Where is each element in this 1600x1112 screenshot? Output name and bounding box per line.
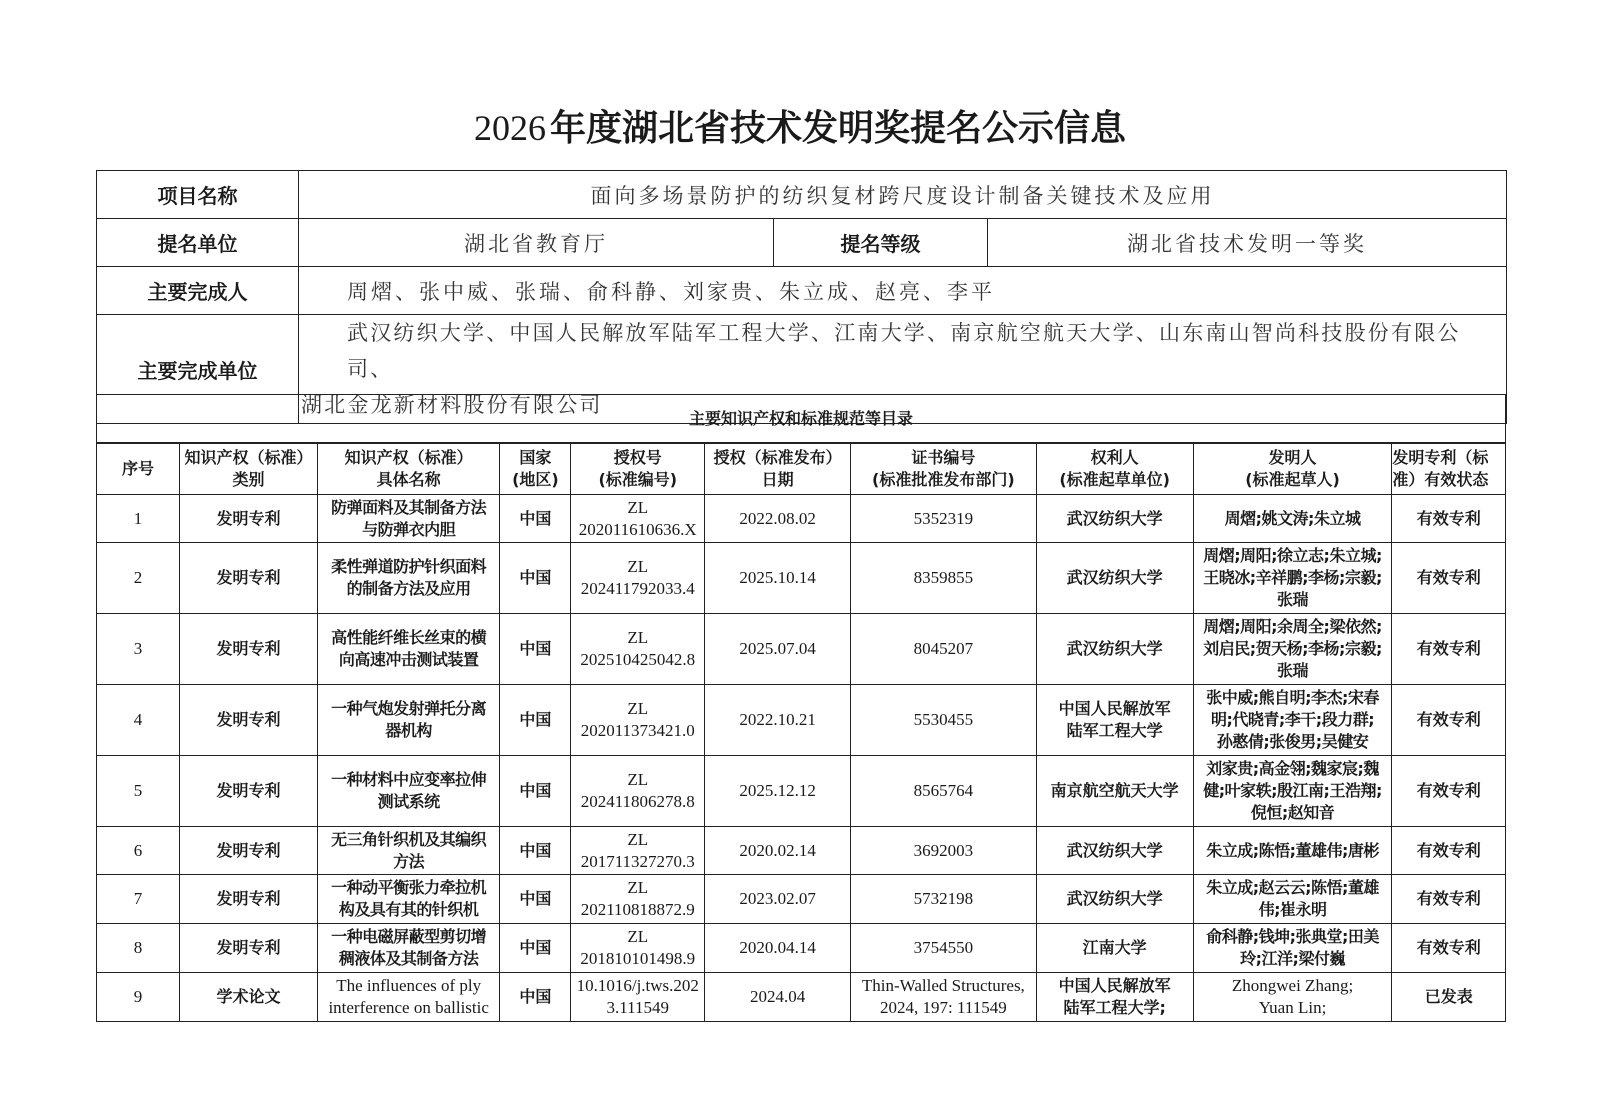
cell-owner-line: 中国人民解放军 bbox=[1058, 699, 1171, 718]
header-col-seq bbox=[97, 444, 180, 495]
cell-number-line: ZL bbox=[627, 497, 649, 517]
cell-seq bbox=[97, 614, 180, 685]
cell-owner-line: 武汉纺织大学 bbox=[1066, 508, 1163, 528]
document-title bbox=[0, 100, 1600, 151]
cell-seq bbox=[97, 827, 180, 875]
cell-date bbox=[705, 875, 851, 924]
cell-inventor bbox=[1193, 495, 1392, 543]
cell-owner bbox=[1036, 685, 1193, 756]
cell-inventor bbox=[1193, 875, 1392, 924]
cell-cert bbox=[851, 875, 1037, 924]
cell-status bbox=[1392, 756, 1506, 827]
cell-owner-line: 武汉纺织大学 bbox=[1066, 639, 1163, 658]
cell-name-line: 一种气炮发射弹托分离 bbox=[331, 699, 487, 718]
cell-cert bbox=[851, 614, 1037, 685]
cell-inventor-line: 明;代晓青;李干;段力群; bbox=[1211, 710, 1375, 729]
cell-name-line: 一种动平衡张力牵拉机 bbox=[331, 878, 487, 897]
cell-number-line: ZL bbox=[627, 699, 649, 718]
cell-inventor-line: 俞科静;钱坤;张典堂;田美 bbox=[1206, 927, 1379, 946]
cell-inventor bbox=[1193, 756, 1392, 827]
header-col-name bbox=[317, 444, 499, 495]
cell-seq bbox=[97, 543, 180, 614]
header-line-2: 准）有效状态 bbox=[1392, 470, 1489, 489]
cell-owner bbox=[1036, 614, 1193, 685]
cell-type-line: 发明专利 bbox=[216, 639, 281, 658]
cell-seq-line: 1 bbox=[133, 508, 143, 528]
header-col-status bbox=[1392, 444, 1506, 495]
cell-name-line: 测试系统 bbox=[377, 792, 440, 811]
cell-type bbox=[180, 495, 318, 543]
cell-number-line: 202411792033.4 bbox=[580, 579, 695, 598]
cell-country-line: 中国 bbox=[519, 840, 552, 860]
cell-seq bbox=[97, 875, 180, 924]
cell-name-line: 器机构 bbox=[385, 721, 432, 740]
cell-status-line: 有效专利 bbox=[1416, 710, 1481, 729]
table-row bbox=[97, 543, 1506, 614]
cell-number-line: ZL bbox=[627, 878, 649, 897]
cell-number bbox=[571, 973, 705, 1022]
cell-owner-line: 武汉纺织大学 bbox=[1066, 840, 1163, 860]
cell-owner-line: 江南大学 bbox=[1082, 938, 1147, 957]
cell-number-line: ZL bbox=[627, 628, 649, 647]
cell-country-line: 中国 bbox=[519, 568, 552, 587]
cell-type bbox=[180, 685, 318, 756]
cell-number-line: 3.111549 bbox=[606, 998, 669, 1017]
cell-number bbox=[571, 875, 705, 924]
cell-name-line: 稠液体及其制备方法 bbox=[338, 949, 479, 968]
cell-number bbox=[571, 756, 705, 827]
ip-header-row bbox=[97, 444, 1506, 495]
cell-owner bbox=[1036, 924, 1193, 973]
cell-seq-line: 3 bbox=[133, 639, 143, 658]
cell-inventor-line: 朱立成;赵云云;陈悟;董雄 bbox=[1206, 878, 1379, 897]
cell-type-line: 发明专利 bbox=[216, 568, 281, 587]
cell-name bbox=[317, 685, 499, 756]
cell-number bbox=[571, 543, 705, 614]
cell-cert bbox=[851, 543, 1037, 614]
cell-inventor-line: 朱立成;陈悟;董雄伟;唐彬 bbox=[1206, 840, 1379, 860]
cell-name-line: 方法 bbox=[393, 851, 425, 871]
header-line-2: (标准编号) bbox=[598, 470, 678, 489]
cell-status-line: 有效专利 bbox=[1416, 639, 1481, 658]
cell-country bbox=[500, 973, 571, 1022]
header-col-country bbox=[500, 444, 571, 495]
cell-cert-line: 5352319 bbox=[913, 508, 974, 528]
header-line-2: (地区) bbox=[512, 470, 559, 489]
cell-cert-line: 8359855 bbox=[913, 568, 974, 587]
cell-inventor-line: 伟;崔永明 bbox=[1258, 900, 1327, 919]
cell-name-line: 与防弹衣内胆 bbox=[362, 519, 456, 539]
units-line-2: 湖北金龙新材料股份有限公司 bbox=[301, 393, 603, 417]
header-line-1: 权利人 bbox=[1090, 448, 1139, 467]
header-col-inventor bbox=[1193, 444, 1392, 495]
cell-country bbox=[500, 614, 571, 685]
cell-country bbox=[500, 543, 571, 614]
cell-status bbox=[1392, 614, 1506, 685]
header-line-2: (标准批准发布部门) bbox=[872, 470, 1015, 489]
cell-date bbox=[705, 827, 851, 875]
cell-status-line: 有效专利 bbox=[1416, 508, 1481, 528]
cell-date-line: 2024.04 bbox=[750, 987, 806, 1006]
cell-cert-line: 5732198 bbox=[913, 889, 974, 908]
cell-country-line: 中国 bbox=[519, 889, 552, 908]
cell-type bbox=[180, 924, 318, 973]
cell-country-line: 中国 bbox=[519, 639, 552, 658]
cell-number-line: 202510425042.8 bbox=[580, 650, 696, 669]
cell-date-line: 2025.10.14 bbox=[739, 568, 816, 587]
cell-seq-line: 5 bbox=[133, 781, 143, 800]
cell-date bbox=[705, 973, 851, 1022]
cell-owner bbox=[1036, 495, 1193, 543]
cell-inventor-line: 刘启民;贺天杨;李杨;宗毅; bbox=[1203, 639, 1382, 658]
cell-date bbox=[705, 685, 851, 756]
cell-owner-line: 陆军工程大学 bbox=[1066, 721, 1163, 740]
completers-row bbox=[97, 267, 1507, 315]
cell-country bbox=[500, 875, 571, 924]
cell-cert bbox=[851, 756, 1037, 827]
header-line-1: 证书编号 bbox=[911, 448, 976, 467]
cell-name-line: 高性能纤维长丝束的横 bbox=[331, 628, 487, 647]
cell-type bbox=[180, 973, 318, 1022]
cell-name bbox=[317, 973, 499, 1022]
ip-section-title: 主要知识产权和标准规范等目录 bbox=[97, 395, 1506, 443]
cell-type-line: 发明专利 bbox=[216, 710, 281, 729]
cell-status bbox=[1392, 543, 1506, 614]
table-row bbox=[97, 924, 1506, 973]
cell-type-line: 发明专利 bbox=[216, 840, 281, 860]
ip-section-title-table bbox=[96, 394, 1506, 443]
header-line-1: 授权（标准发布） bbox=[713, 448, 842, 467]
cell-name bbox=[317, 875, 499, 924]
header-col-owner bbox=[1036, 444, 1193, 495]
cell-owner-line: 武汉纺织大学 bbox=[1066, 889, 1163, 908]
table-row bbox=[97, 685, 1506, 756]
cell-seq-line: 2 bbox=[133, 568, 143, 587]
cell-date bbox=[705, 924, 851, 973]
cell-seq-line: 4 bbox=[133, 710, 143, 729]
cell-date bbox=[705, 543, 851, 614]
cell-type bbox=[180, 875, 318, 924]
cell-date bbox=[705, 614, 851, 685]
cell-country-line: 中国 bbox=[519, 987, 552, 1006]
cell-seq bbox=[97, 495, 180, 543]
cell-country-line: 中国 bbox=[519, 508, 552, 528]
cell-name-line: interference on ballistic bbox=[328, 998, 489, 1017]
cell-status bbox=[1392, 973, 1506, 1022]
cell-inventor bbox=[1193, 685, 1392, 756]
nominator-label: 提名单位 bbox=[97, 219, 299, 267]
cell-inventor-line: 张瑞 bbox=[1277, 661, 1309, 680]
cell-seq bbox=[97, 924, 180, 973]
cell-name bbox=[317, 827, 499, 875]
cell-inventor bbox=[1193, 827, 1392, 875]
title-year: 2026 bbox=[473, 108, 546, 148]
cell-number bbox=[571, 614, 705, 685]
cell-inventor-line: 周熠;姚文涛;朱立城 bbox=[1224, 508, 1361, 528]
table-row bbox=[97, 973, 1506, 1022]
cell-country bbox=[500, 827, 571, 875]
cell-owner-line: 武汉纺织大学 bbox=[1066, 568, 1163, 587]
cell-name-line: 向高速冲击测试装置 bbox=[338, 650, 479, 669]
table-row bbox=[97, 875, 1506, 924]
cell-number-line: ZL bbox=[627, 557, 649, 576]
cell-cert-line: 3692003 bbox=[913, 840, 974, 860]
cell-name-line: 一种材料中应变率拉伸 bbox=[331, 770, 487, 789]
cell-country-line: 中国 bbox=[519, 710, 552, 729]
project-info-table bbox=[96, 170, 1507, 424]
cell-status bbox=[1392, 685, 1506, 756]
cell-status-line: 有效专利 bbox=[1416, 781, 1481, 800]
cell-name-line: 一种电磁屏蔽型剪切增 bbox=[331, 927, 487, 946]
cell-number-line: 202110818872.9 bbox=[580, 900, 695, 919]
level-label: 提名等级 bbox=[774, 219, 988, 267]
header-col-cert bbox=[851, 444, 1037, 495]
cell-cert-line: Thin-Walled Structures, bbox=[861, 976, 1025, 995]
header-line-1: 知识产权（标准） bbox=[344, 448, 473, 467]
cell-type-line: 发明专利 bbox=[216, 938, 281, 957]
table-row bbox=[97, 495, 1506, 543]
cell-inventor-line: 张瑞 bbox=[1277, 590, 1309, 609]
cell-date-line: 2020.04.14 bbox=[739, 938, 816, 957]
cell-status bbox=[1392, 875, 1506, 924]
cell-inventor-line: 健;叶家轶;殷江南;王浩翔; bbox=[1203, 781, 1382, 800]
cell-name bbox=[317, 495, 499, 543]
nominator-value: 湖北省教育厅 bbox=[299, 219, 774, 267]
units-label: 主要完成单位 bbox=[97, 315, 299, 424]
cell-number-line: 202011610636.X bbox=[578, 519, 697, 539]
header-col-number bbox=[571, 444, 705, 495]
cell-country-line: 中国 bbox=[519, 938, 552, 957]
cell-date-line: 2022.10.21 bbox=[739, 710, 816, 729]
cell-number bbox=[571, 685, 705, 756]
header-line-1: 国家 bbox=[519, 448, 552, 467]
cell-name bbox=[317, 756, 499, 827]
title-text: 年度湖北省技术发明奖提名公示信息 bbox=[549, 107, 1126, 149]
cell-type bbox=[180, 756, 318, 827]
cell-date-line: 2020.02.14 bbox=[739, 840, 816, 860]
units-line-1: 武汉纺织大学、中国人民解放军陆军工程大学、江南大学、南京航空航天大学、山东南山智尚科技股份有限公司、 bbox=[347, 321, 1461, 381]
cell-seq-line: 9 bbox=[133, 987, 143, 1006]
header-line-1: 发明专利（标 bbox=[1392, 448, 1489, 467]
cell-country-line: 中国 bbox=[519, 781, 552, 800]
cell-name-line: 防弹面料及其制备方法 bbox=[331, 497, 487, 517]
cell-cert-line: 8045207 bbox=[913, 639, 974, 658]
completers-label: 主要完成人 bbox=[97, 267, 299, 315]
header-line-2: 具体名称 bbox=[376, 470, 441, 489]
header-line-2: 类别 bbox=[232, 470, 265, 489]
header-line-1: 知识产权（标准） bbox=[184, 448, 313, 467]
cell-cert bbox=[851, 827, 1037, 875]
cell-owner bbox=[1036, 973, 1193, 1022]
cell-name-line: The influences of ply bbox=[336, 976, 482, 995]
cell-cert bbox=[851, 973, 1037, 1022]
cell-inventor-line: 王晓冰;辛祥鹏;李杨;宗毅; bbox=[1203, 568, 1382, 587]
cell-number-line: 10.1016/j.tws.202 bbox=[576, 976, 699, 995]
header-line-2: 日期 bbox=[761, 470, 794, 489]
cell-cert-line: 8565764 bbox=[913, 781, 974, 800]
cell-type-line: 发明专利 bbox=[216, 889, 281, 908]
cell-status-line: 有效专利 bbox=[1416, 938, 1481, 957]
cell-date-line: 2025.07.04 bbox=[739, 639, 816, 658]
project-name-row bbox=[97, 171, 1507, 219]
cell-country bbox=[500, 495, 571, 543]
cell-name-line: 柔性弹道防护针织面料 bbox=[331, 557, 487, 576]
cell-inventor-line: 玲;江洋;梁付巍 bbox=[1240, 949, 1345, 968]
cell-owner bbox=[1036, 875, 1193, 924]
cell-number-line: 202411806278.8 bbox=[580, 792, 695, 811]
nominator-row bbox=[97, 219, 1507, 267]
ip-table bbox=[96, 443, 1506, 1022]
header-line-1: 序号 bbox=[122, 459, 155, 478]
cell-cert bbox=[851, 924, 1037, 973]
cell-status-line: 有效专利 bbox=[1416, 889, 1481, 908]
project-name-value: 面向多场景防护的纺织复材跨尺度设计制备关键技术及应用 bbox=[299, 171, 1507, 219]
cell-inventor bbox=[1193, 924, 1392, 973]
cell-type-line: 发明专利 bbox=[216, 508, 281, 528]
cell-number bbox=[571, 495, 705, 543]
cell-owner bbox=[1036, 827, 1193, 875]
cell-seq bbox=[97, 685, 180, 756]
cell-cert-line: 2024, 197: 111549 bbox=[880, 998, 1007, 1017]
cell-type-line: 发明专利 bbox=[216, 781, 281, 800]
cell-inventor-line: Zhongwei Zhang; bbox=[1231, 976, 1354, 995]
table-row bbox=[97, 614, 1506, 685]
cell-type-line: 学术论文 bbox=[216, 987, 281, 1006]
project-name-label: 项目名称 bbox=[97, 171, 299, 219]
cell-status-line: 有效专利 bbox=[1416, 568, 1481, 587]
level-value: 湖北省技术发明一等奖 bbox=[988, 219, 1507, 267]
cell-name bbox=[317, 924, 499, 973]
cell-date bbox=[705, 495, 851, 543]
cell-owner bbox=[1036, 543, 1193, 614]
cell-date-line: 2025.12.12 bbox=[739, 781, 816, 800]
cell-number bbox=[571, 924, 705, 973]
cell-number bbox=[571, 827, 705, 875]
cell-status bbox=[1392, 924, 1506, 973]
cell-date-line: 2022.08.02 bbox=[739, 508, 816, 528]
cell-seq-line: 8 bbox=[133, 938, 143, 957]
cell-name-line: 构及具有其的针织机 bbox=[338, 900, 479, 919]
cell-cert bbox=[851, 685, 1037, 756]
cell-number-line: ZL bbox=[627, 829, 649, 849]
cell-inventor bbox=[1193, 614, 1392, 685]
cell-seq-line: 7 bbox=[133, 889, 143, 908]
completers-value: 周熠、张中威、张瑞、俞科静、刘家贵、朱立成、赵亮、李平 bbox=[299, 267, 1507, 315]
table-row bbox=[97, 756, 1506, 827]
cell-number-line: 201810101498.9 bbox=[580, 949, 696, 968]
cell-owner-line: 中国人民解放军 bbox=[1058, 976, 1171, 995]
cell-inventor-line: 刘家贵;高金翎;魏家宸;魏 bbox=[1206, 759, 1379, 778]
cell-seq-line: 6 bbox=[133, 840, 143, 860]
cell-country bbox=[500, 685, 571, 756]
cell-name bbox=[317, 543, 499, 614]
header-line-2: (标准起草人) bbox=[1245, 470, 1340, 489]
cell-type bbox=[180, 614, 318, 685]
cell-name bbox=[317, 614, 499, 685]
cell-status-line: 有效专利 bbox=[1416, 840, 1481, 860]
header-col-type bbox=[180, 444, 318, 495]
header-line-1: 授权号 bbox=[613, 448, 662, 467]
cell-inventor-line: 周熠;周阳;余周全;梁依然; bbox=[1203, 617, 1382, 636]
cell-inventor-line: Yuan Lin; bbox=[1258, 998, 1327, 1017]
cell-cert bbox=[851, 495, 1037, 543]
cell-inventor-line: 周熠;周阳;徐立志;朱立城; bbox=[1203, 546, 1382, 565]
table-row bbox=[97, 827, 1506, 875]
cell-status bbox=[1392, 827, 1506, 875]
header-line-2: (标准起草单位) bbox=[1059, 470, 1170, 489]
cell-inventor bbox=[1193, 543, 1392, 614]
cell-status-line: 已发表 bbox=[1424, 987, 1473, 1006]
cell-type bbox=[180, 827, 318, 875]
cell-number-line: ZL bbox=[627, 927, 649, 946]
cell-type bbox=[180, 543, 318, 614]
cell-name-line: 无三角针织机及其编织 bbox=[331, 829, 487, 849]
cell-owner-line: 南京航空航天大学 bbox=[1050, 781, 1179, 800]
cell-seq bbox=[97, 756, 180, 827]
cell-number-line: ZL bbox=[627, 770, 649, 789]
header-line-1: 发明人 bbox=[1268, 448, 1317, 467]
cell-number-line: 202011373421.0 bbox=[580, 721, 695, 740]
cell-inventor bbox=[1193, 973, 1392, 1022]
cell-cert-line: 5530455 bbox=[913, 710, 974, 729]
cell-name-line: 的制备方法及应用 bbox=[346, 579, 471, 598]
cell-cert-line: 3754550 bbox=[913, 938, 974, 957]
cell-inventor-line: 倪恒;赵知音 bbox=[1250, 803, 1335, 822]
cell-number-line: 201711327270.3 bbox=[580, 851, 695, 871]
cell-date bbox=[705, 756, 851, 827]
cell-country bbox=[500, 924, 571, 973]
cell-inventor-line: 孙憨倩;张俊男;吴健安 bbox=[1216, 732, 1369, 751]
cell-owner-line: 陆军工程大学; bbox=[1063, 998, 1166, 1017]
cell-owner bbox=[1036, 756, 1193, 827]
header-col-date bbox=[705, 444, 851, 495]
cell-country bbox=[500, 756, 571, 827]
cell-inventor-line: 张中威;熊自明;李杰;宋春 bbox=[1206, 688, 1379, 707]
cell-seq bbox=[97, 973, 180, 1022]
cell-date-line: 2023.02.07 bbox=[739, 889, 816, 908]
cell-status bbox=[1392, 495, 1506, 543]
